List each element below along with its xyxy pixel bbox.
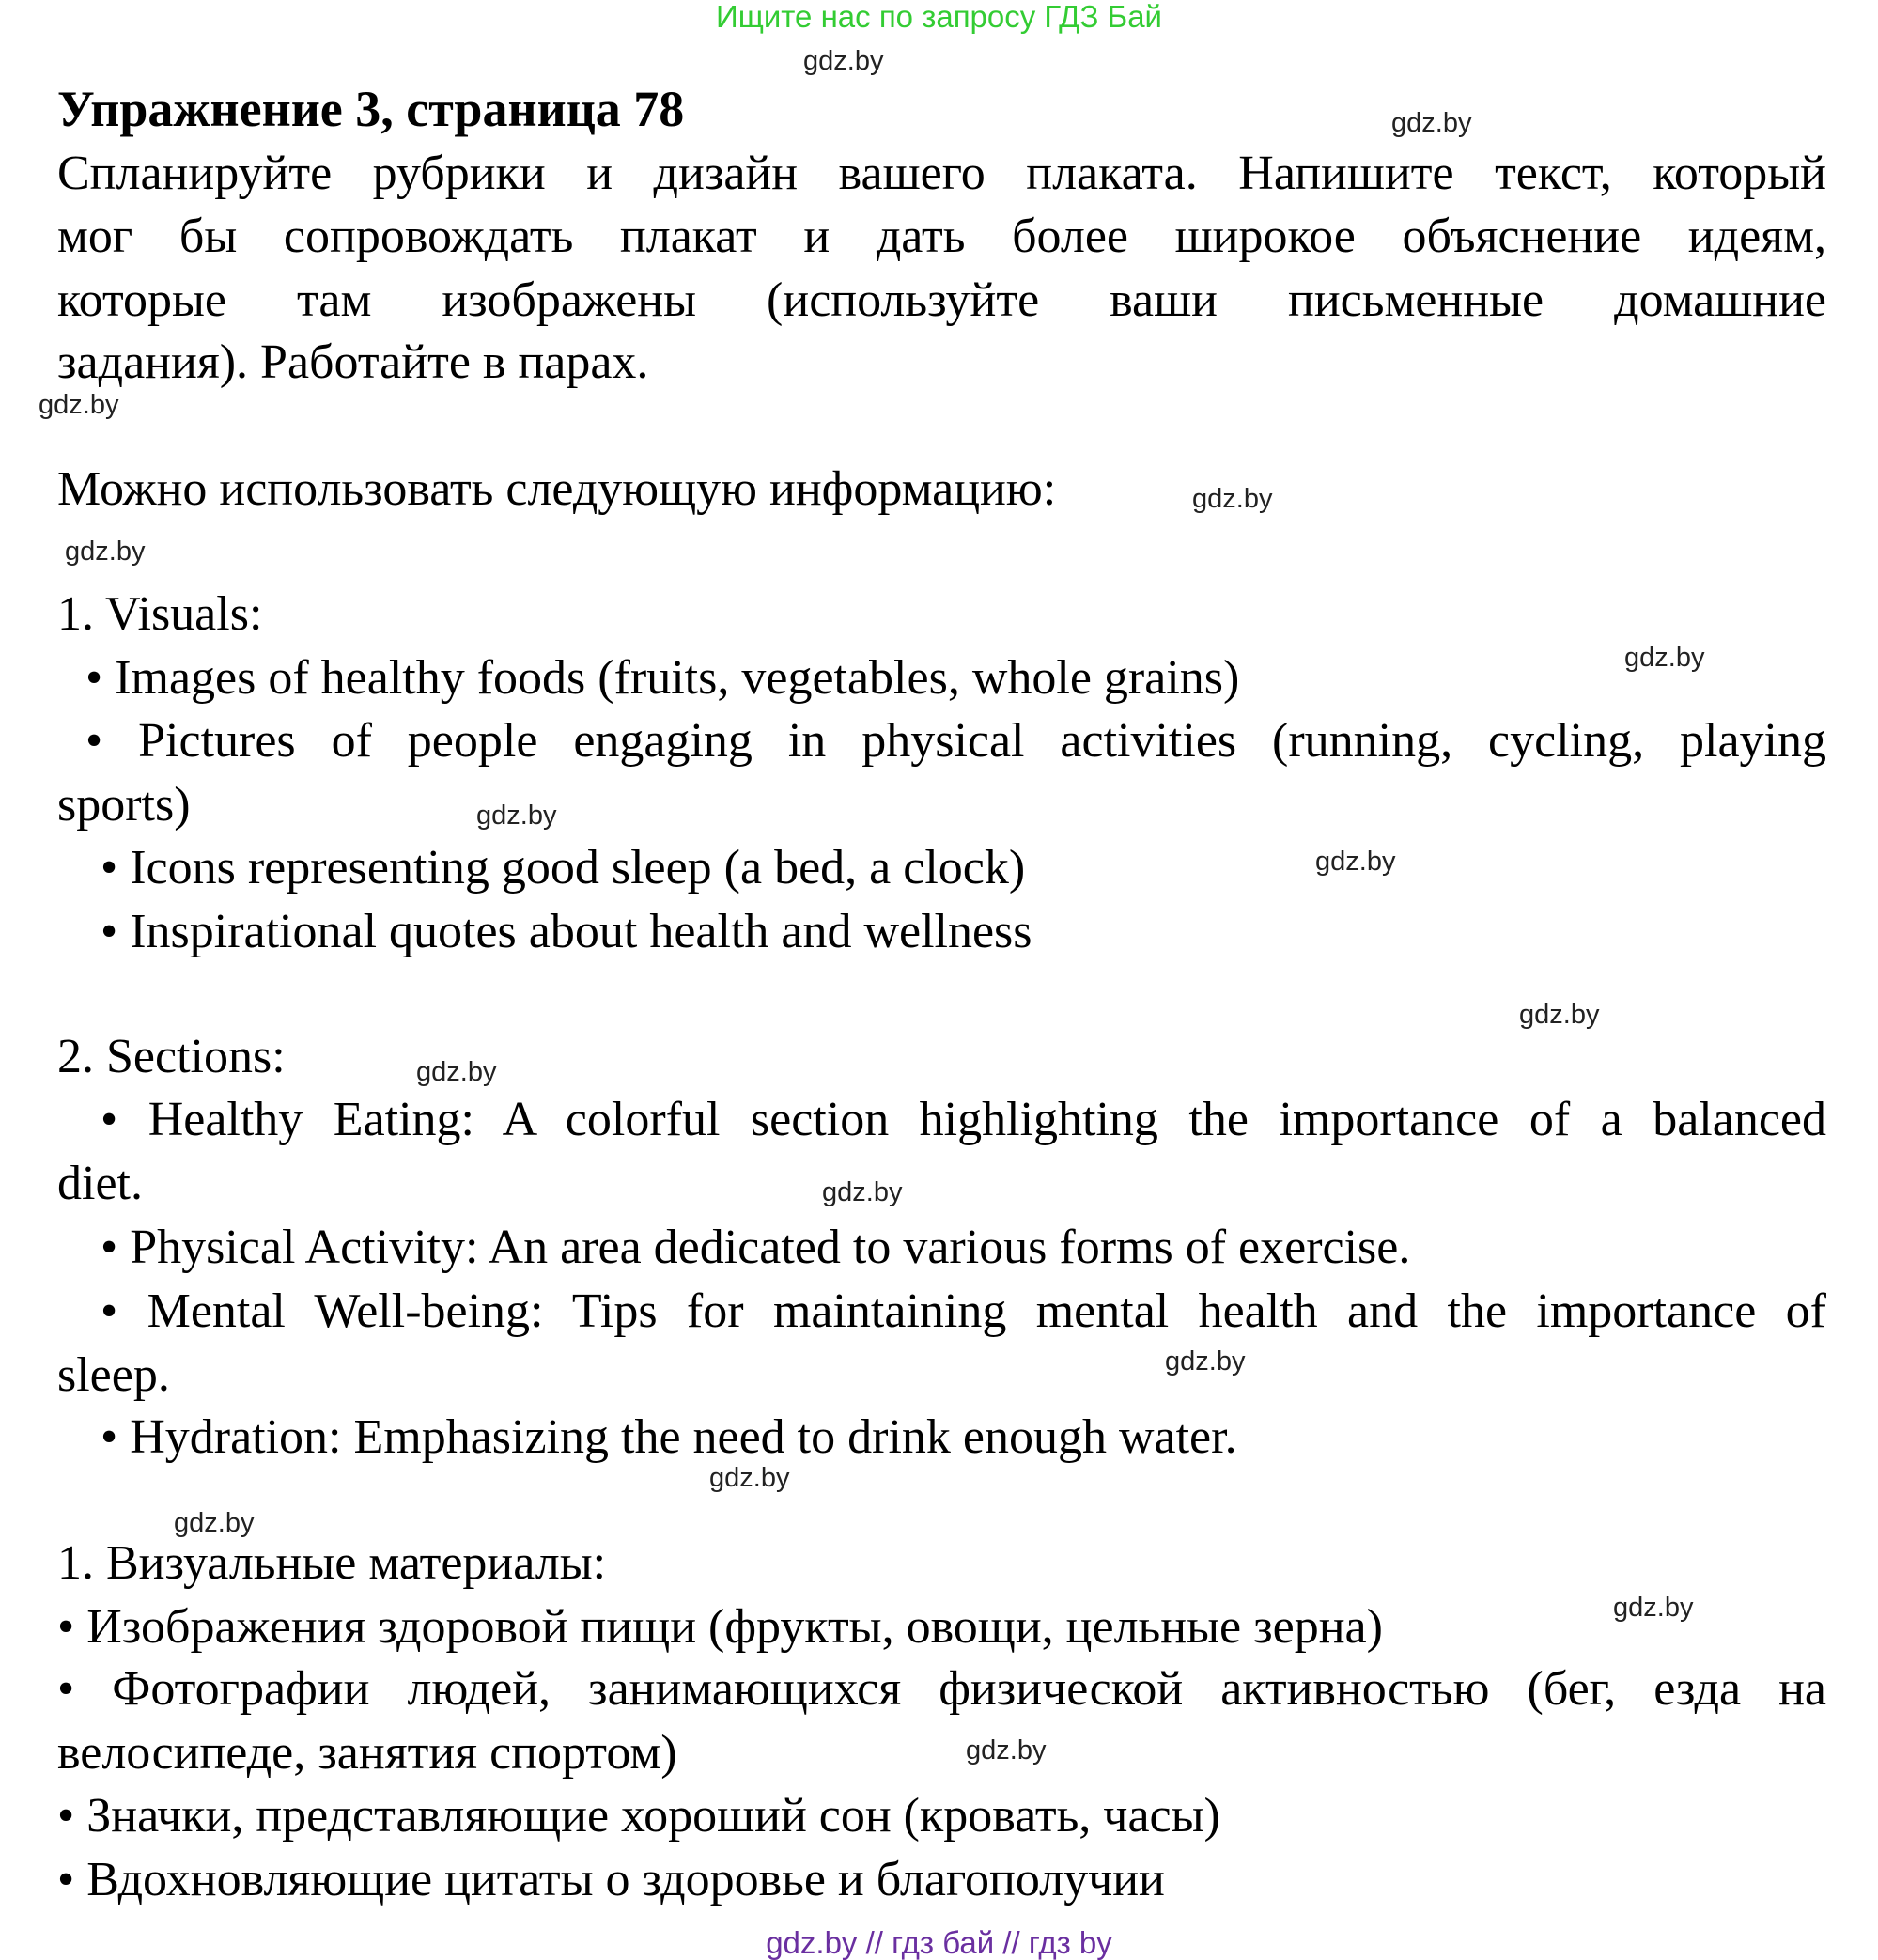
task-line: Спланируйте рубрики и дизайн вашего плаката. Напишите текст, который <box>57 147 1826 200</box>
sections-heading: 2. Sections: <box>57 1030 286 1083</box>
list-item: • Inspirational quotes about health and wellness <box>101 905 1032 958</box>
list-item: • Healthy Eating: A colorful section highlighting the importance of a balanced <box>101 1093 1826 1146</box>
list-item: • Фотографии людей, занимающихся физической активностью (бег, езда на <box>57 1662 1826 1716</box>
list-item: • Вдохновляющие цитаты о здоровье и благополучии <box>57 1853 1165 1906</box>
task-line: которые там изображены (используйте ваши письменные домашние <box>57 273 1826 327</box>
list-item: diet. <box>57 1157 143 1210</box>
intro-text: Можно использовать следующую информацию: <box>57 462 1057 516</box>
watermark: gdz.by <box>822 1177 903 1207</box>
list-item: велосипеде, занятия спортом) <box>57 1726 677 1780</box>
watermark: gdz.by <box>1192 484 1273 514</box>
watermark: gdz.by <box>1613 1593 1694 1623</box>
list-item: • Изображения здоровой пищи (фрукты, овощи, цельные зерна) <box>57 1600 1383 1654</box>
search-banner: Ищите нас по запросу ГДЗ Бай <box>716 0 1162 34</box>
watermark: gdz.by <box>174 1508 255 1538</box>
list-item: • Значки, представляющие хороший сон (кровать, часы) <box>57 1789 1220 1843</box>
watermark: gdz.by <box>39 390 119 420</box>
list-item: • Mental Well-being: Tips for maintaining mental health and the importance of <box>101 1284 1826 1338</box>
watermark: gdz.by <box>1624 643 1705 673</box>
visuals-ru-heading: 1. Визуальные материалы: <box>57 1536 607 1590</box>
watermark: gdz.by <box>803 46 884 76</box>
task-line: задания). Работайте в парах. <box>57 335 649 389</box>
watermark: gdz.by <box>1315 847 1396 877</box>
watermark: gdz.by <box>65 537 146 567</box>
page-title: Упражнение 3, страница 78 <box>57 81 685 137</box>
list-item: • Physical Activity: An area dedicated to various forms of exercise. <box>101 1221 1411 1274</box>
watermark: gdz.by <box>1519 1000 1600 1030</box>
watermark: gdz.by <box>1391 108 1472 138</box>
watermark: gdz.by <box>416 1057 497 1087</box>
footer-watermark: gdz.by // гдз бай // гдз by <box>766 1925 1112 1960</box>
visuals-heading: 1. Visuals: <box>57 587 263 641</box>
list-item: • Icons representing good sleep (a bed, a clock) <box>101 841 1026 894</box>
watermark: gdz.by <box>1165 1346 1246 1377</box>
list-item: sleep. <box>57 1348 170 1402</box>
watermark: gdz.by <box>709 1463 790 1493</box>
list-item: • Pictures of people engaging in physical activities (running, cycling, playing <box>85 714 1826 768</box>
task-line: мог бы сопровождать плакат и дать более широкое объяснение идеям, <box>57 210 1826 263</box>
list-item: • Images of healthy foods (fruits, vegetables, whole grains) <box>85 651 1240 705</box>
list-item: sports) <box>57 778 191 832</box>
watermark: gdz.by <box>966 1735 1047 1766</box>
list-item: • Hydration: Emphasizing the need to drink enough water. <box>101 1410 1237 1464</box>
watermark: gdz.by <box>476 801 557 831</box>
